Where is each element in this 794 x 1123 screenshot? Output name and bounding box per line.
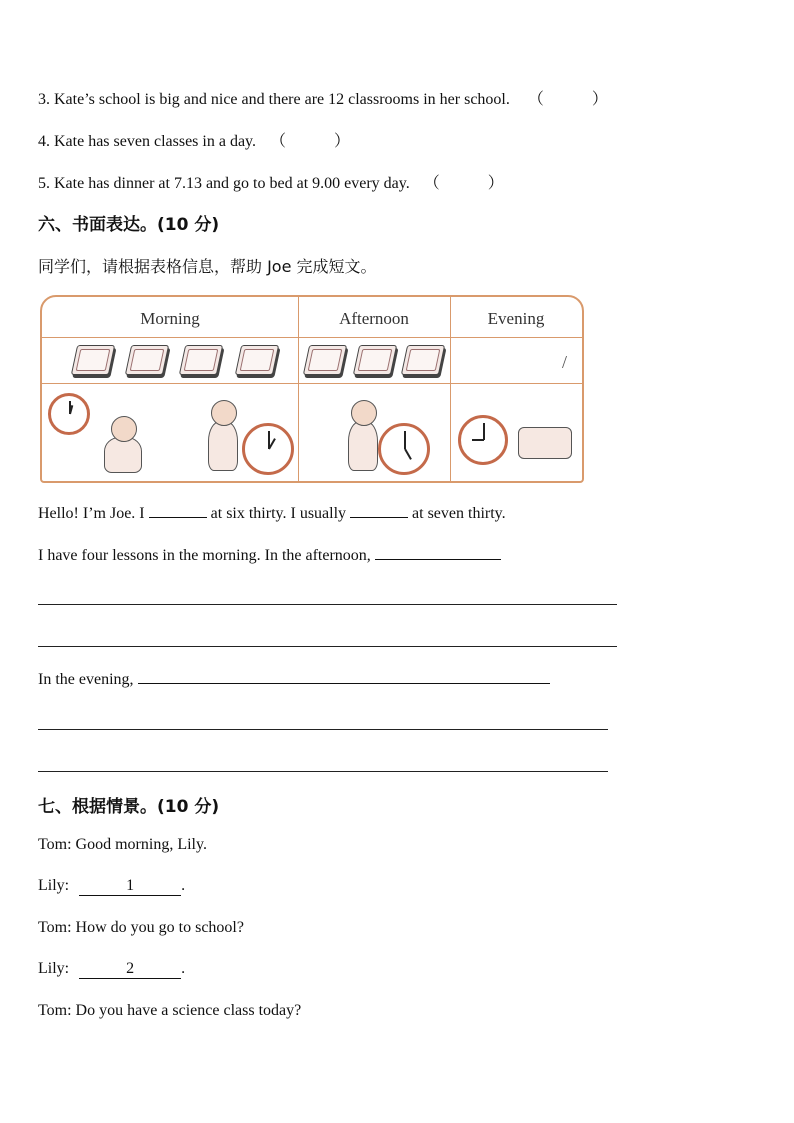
book-icon [401,345,445,375]
section-7-heading: 七、根据情景。(10 分) [38,797,220,817]
speaker-label: Tom: [38,1002,72,1019]
dialog-text: . [181,960,186,977]
answer-paren-4[interactable]: （ ） [270,131,351,150]
writing-line[interactable] [38,771,608,772]
question-4-text: 4. Kate has seven classes in a day. [38,133,256,150]
clock-icon [378,423,430,475]
composition-line-3 [38,669,550,689]
question-4 [38,128,350,151]
row-divider [42,383,582,384]
blank-field[interactable] [350,503,408,518]
writing-line[interactable] [38,646,617,647]
composition-text: at six thirty. I usually [210,505,347,522]
boy-in-bed-figure [518,427,572,459]
book-icon [71,345,115,375]
book-icon [125,345,169,375]
question-5-text: 5. Kate has dinner at 7.13 and go to bed at 9.00 every day. [38,175,410,192]
book-icon [235,345,279,375]
composition-text: at seven thirty. [412,505,506,522]
blank-field[interactable] [375,545,501,560]
speaker-label: Tom: [38,836,72,853]
blank-number: 2 [126,960,135,977]
clock-icon [458,415,508,465]
row-divider [42,337,582,338]
book-icon [179,345,223,375]
composition-text: Hello! I’m Joe. I [38,505,145,522]
blank-field[interactable] [149,503,207,518]
header-morning: Morning [140,309,200,328]
header-evening: Evening [487,309,545,328]
book-icon [353,345,397,375]
answer-blank-1[interactable] [79,877,181,896]
composition-line-2 [38,545,501,565]
answer-blank-2[interactable] [79,960,181,979]
blank-field[interactable] [138,669,550,684]
header-afternoon: Afternoon [339,309,409,328]
dialog-line [38,919,244,937]
answer-paren-3[interactable]: （ ） [527,89,608,108]
dialog-line [38,877,185,896]
blank-number: 1 [126,877,135,894]
dialog-line [38,1002,301,1020]
no-books-mark: / [562,352,568,372]
dialog-text: Do you have a science class today? [75,1002,302,1019]
boy-going-home-figure [348,421,378,471]
question-5 [38,170,504,193]
speaker-label: Lily: [38,960,70,977]
boy-waking-up-figure [104,437,142,473]
dialog-text: How do you go to school? [75,919,244,936]
clock-icon [48,393,90,435]
question-3 [38,86,608,109]
speaker-label: Tom: [38,919,72,936]
schedule-picture-table [40,295,584,483]
dialog-text: Good morning, Lily. [75,836,207,853]
writing-line[interactable] [38,604,617,605]
speaker-label: Lily: [38,877,70,894]
clock-icon [242,423,294,475]
dialog-text: . [181,877,186,894]
section-6-instruction: 同学们，请根据表格信息，帮助 Joe 完成短文。 [38,257,377,276]
composition-line-1 [38,503,506,523]
dialog-line [38,960,185,979]
question-3-text: 3. Kate’s school is big and nice and there are 12 classrooms in her school. [38,91,510,108]
dialog-line [38,836,207,854]
composition-text: I have four lessons in the morning. In the afternoon, [38,547,371,564]
answer-paren-5[interactable]: （ ） [423,173,504,192]
writing-line[interactable] [38,729,608,730]
book-icon [303,345,347,375]
section-6-heading: 六、书面表达。(10 分) [38,215,220,235]
composition-text: In the evening, [38,671,134,688]
boy-going-to-school-figure [208,421,238,471]
